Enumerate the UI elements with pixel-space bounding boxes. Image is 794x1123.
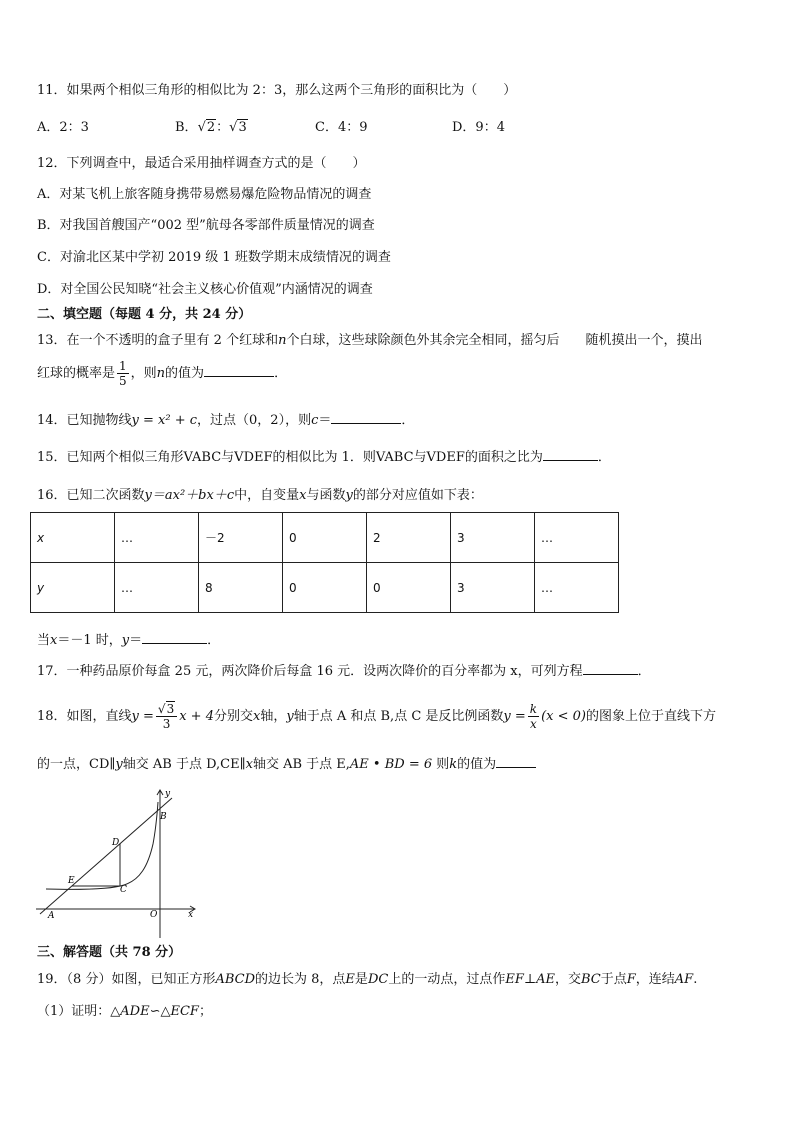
q12-option-b: B．对我国首艘国产“002 型”航母各零部件质量情况的调查: [37, 218, 375, 233]
q13-line2: 红球的概率是 $\frac{1}{5}$ ，则n的值为 ．: [37, 359, 288, 388]
q12-stem: 12．下列调查中，最适合采用抽样调查方式的是（ ）: [37, 156, 366, 171]
line-ab: [40, 798, 172, 914]
table-cell: 2: [367, 513, 451, 563]
sqrt-symbol: √: [157, 702, 166, 716]
fraction: $\frac{k}{x}$: [529, 702, 538, 731]
q16-line: 16．已知二次函数y＝ax²＋bx＋c中，自变量x与函数y的部分对应值如下表：: [37, 488, 483, 503]
table-cell: 8: [199, 563, 283, 613]
label-x: x: [188, 910, 194, 920]
q17-line: 17．一种药品原价每盒 25 元，两次降价后每盒 16 元．设两次降价的百分率都为 x，可列方程 ．: [37, 661, 651, 681]
answer-blank[interactable]: [496, 754, 536, 768]
label-a: A: [48, 911, 55, 921]
table-row: [31, 513, 619, 563]
answer-blank[interactable]: [142, 630, 207, 644]
q11-stem: 11．如果两个相似三角形的相似比为 2：3，那么这两个三角形的面积比为（ ）: [37, 83, 517, 98]
table-cell: －2: [199, 513, 283, 563]
q11-option-c: C．4：9: [315, 120, 368, 135]
label-c: C: [120, 885, 127, 895]
q13-line1: 13．在一个不透明的盒子里有 2 个红球和n个白球，这些球除颜色外其余完全相同，摇匀后 随机摸出一个，摸出: [37, 333, 703, 348]
table-cell: …: [535, 563, 619, 613]
q18-figure: [32, 786, 202, 938]
table-cell: 0: [283, 563, 367, 613]
sqrt-symbol: √: [197, 120, 206, 135]
q11-option-a: A．2：3: [37, 120, 89, 135]
hyperbola-curve: [46, 802, 158, 889]
q15-line: 15．已知两个相似三角形VABC与VDEF的相似比为 1．则VABC与VDEF的面积之比为 ．: [37, 447, 611, 467]
label-b: B: [160, 812, 167, 822]
fraction: $\frac{1}{5}$: [119, 359, 127, 388]
q18-line2: 的一点，CD∥y轴交 AB 于点 D,CE∥x轴交 AB 于点 E,AE • BD = 6 则k的值为: [37, 754, 536, 774]
answer-blank[interactable]: [204, 363, 274, 377]
table-cell: …: [115, 513, 199, 563]
q12-option-a: A．对某飞机上旅客随身携带易燃易爆危险物品情况的调查: [37, 187, 372, 202]
q19-part1: （1）证明：△ADE∽△ECF；: [37, 1004, 212, 1019]
table-cell: 0: [367, 563, 451, 613]
value-table: [30, 512, 619, 613]
table-cell: 0: [283, 513, 367, 563]
q19-line: 19．（8 分）如图，已知正方形ABCD的边长为 8，点E是DC上的一动点，过点作EF⊥AE，交BC于点F，连结AF.: [37, 972, 698, 987]
label-y: y: [165, 789, 171, 799]
section-fill-in-title: 二、填空题（每题 4 分，共 24 分）: [37, 307, 252, 322]
table-row: [31, 563, 619, 613]
q12-option-c: C．对渝北区某中学初 2019 级 1 班数学期末成绩情况的调查: [37, 250, 391, 265]
table-cell: 3: [451, 513, 535, 563]
section-solution-title: 三、解答题（共 78 分）: [37, 945, 182, 960]
label-o: O: [150, 910, 158, 920]
q14-line: 14．已知抛物线y = x² + c，过点（0，2），则c＝ ．: [37, 410, 414, 430]
answer-blank[interactable]: [543, 447, 598, 461]
table-cell: y: [31, 563, 115, 613]
table-cell: 3: [451, 563, 535, 613]
table-cell: …: [535, 513, 619, 563]
q18-line1: 18．如图，直线y = $\frac{√3}{3}$ x + 4分别交x轴，y轴于点 A 和点 B,点 C 是反比例函数y = $\frac{k}{x}$ (x < 0)的图象上位于直线下方: [37, 702, 716, 731]
table-cell: …: [115, 563, 199, 613]
answer-blank[interactable]: [331, 410, 401, 424]
table-cell: x: [31, 513, 115, 563]
sqrt-symbol: √: [229, 120, 238, 135]
q12-option-d: D．对全国公民知晓“社会主义核心价值观”内涵情况的调查: [37, 282, 373, 297]
label-d: D: [112, 838, 120, 848]
fraction: $\frac{√3}{3}$: [156, 702, 177, 731]
q11-option-d: D．9：4: [452, 120, 505, 135]
answer-blank[interactable]: [583, 661, 638, 675]
label-e: E: [68, 876, 75, 886]
q11-option-b: B．√2：√3: [175, 120, 247, 135]
q16-followup: 当x＝－1 时，y＝ ．: [37, 630, 220, 650]
